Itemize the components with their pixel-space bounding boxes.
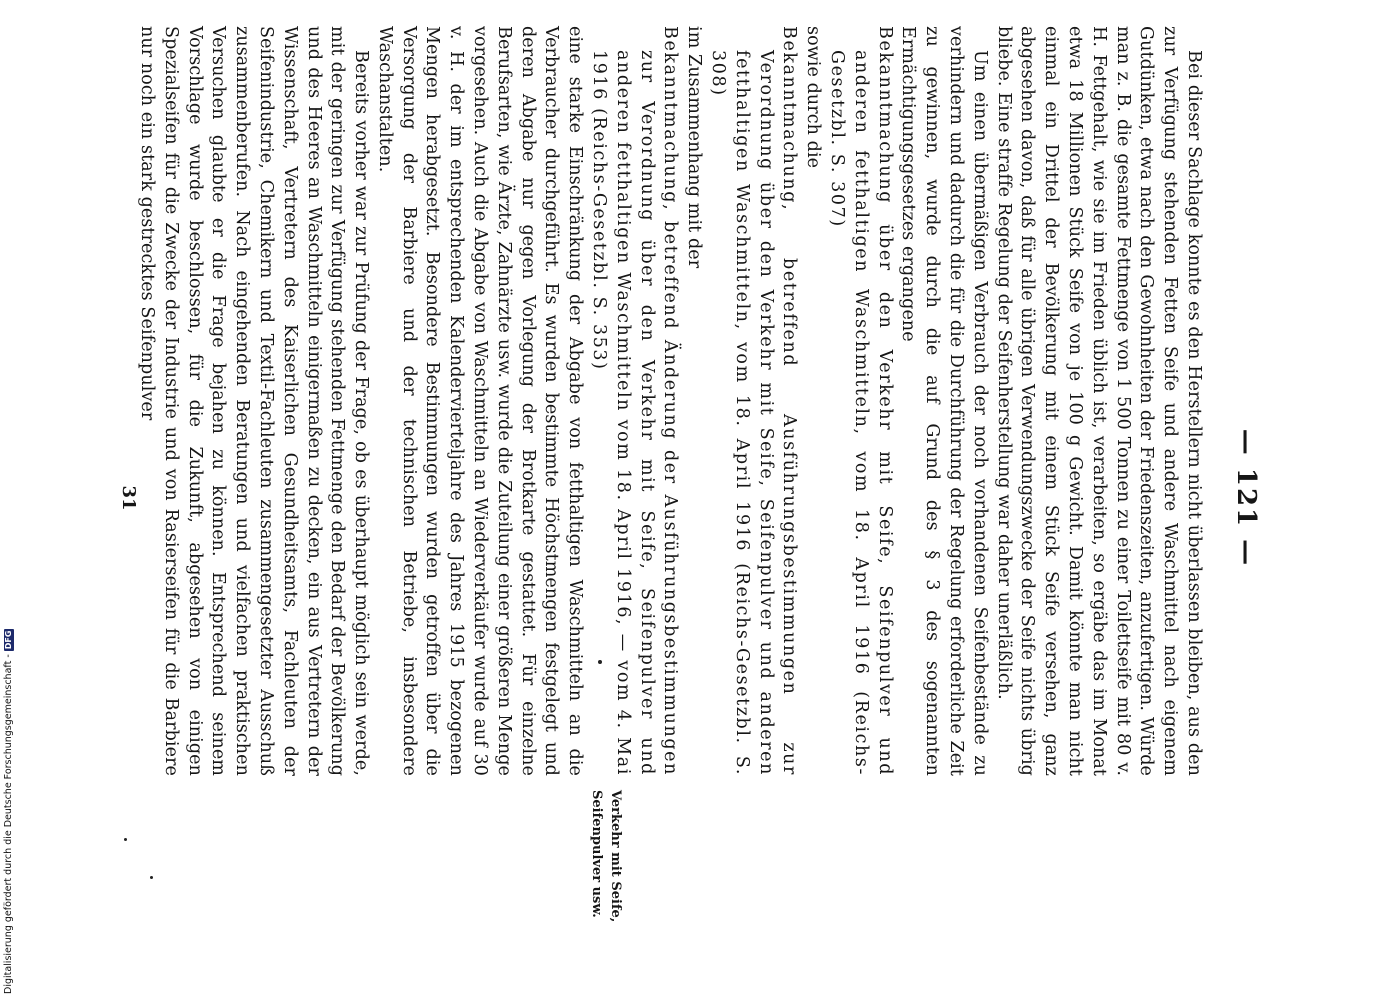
connector-zusammenhang: im Zusammenhang mit der: [684, 26, 705, 269]
footer-credit: Digitalisierung gefördert durch die Deutsche Forschungsgemeinschaft -: [3, 654, 14, 994]
paragraph-soap-situation: Bei dieser Sachlage konnte es den Herstellern nicht überlassen bleiben, aus den zur Verfügung stehenden Fetten Seife und andere Waschmittel nach eigenem Gutdünken, etwa nach den Gewohnheiten der Friedenszeiten, anzufertigen. Würde man z. B. die gesamte Fettmenge von 1 500 Tonnen zu einer Toilettseife mit 80 v. H. Fettgehalt, wie sie im Frieden üblich ist, verarbeiten, so ergäbe das im Monat etwa 18 Millionen Stück Seife von je 100 g Gewicht. Damit könnte man nicht einmal ein Drittel der Bevölkerung mit einem Stück Seife versehen, ganz abgesehen davon, daß für alle übrigen Verwendungszwecke der Seife nichts übrig bliebe. Eine straffe Regelung der Seifenherstellung war daher unerläßlich.: [993, 26, 1204, 776]
notice-implementation-rules: Bekanntmachung, betreffend Ausführungsbestimmungen zur Verordnung über den Verkehr mit Seife, Seifenpulver und anderen fetthaltigen Waschmitteln, vom 18. April 1916 (Reichs-Gesetzbl. S. 308): [708, 26, 800, 776]
connector-sowie: sowie durch die: [803, 26, 824, 169]
page-number: — 121 —: [1231, 428, 1261, 568]
paragraph-committee: Bereits vorher war zur Prüfung der Frage, ob es überhaupt möglich sein werde, mit der geringen zur Verfügung stehenden Fettmenge den Bedarf der Bevölkerung und des Heeres an Waschmitteln einigermaßen zu decken, ein aus Vertretern der Wissenschaft, Vertretern des Kaiserlichen Gesundheitsamts, Fachleuten der Seifenindustrie, Chemikern und Textil-Fachleuten zusammengesetzter Ausschuß zusammenberufen. Nach eingehenden Beratungen und vielfachen praktischen Versuchen glaubte er die Frage bejahen zu können. Entsprechend seinem Vorschlage wurde beschlossen, für die Zukunft, abgesehen von einigen Spezialseifen für die Zwecke der Industrie und von Rasierseifen für die Barbiere nur noch ein stark gestrecktes Seifenpulver: [136, 26, 372, 776]
scan-speck: [598, 660, 602, 664]
margin-note: Verkehr mit Seife, Seifenpulver usw.: [589, 790, 623, 923]
document-page: [0, 8, 1275, 988]
paragraph-restriction: eine starke Einschränkung der Abgabe von fetthaltigen Waschmitteln an die Verbraucher durchgeführt. Es wurden bestimmte Höchstmengen festgelegt und deren Abgabe nur gegen Vorlegung der Brotkarte gestattet. Für einzelne Berufsarten, wie Ärzte, Zahnärzte usw. wurde die Zuteilung einer größeren Menge vorgesehen. Auch die Abgabe von Waschmitteln an Wiederverkäufer wurde auf 30 v. H. der im entsprechenden Kalendervierteljahre des Jahres 1915 bezogenen Mengen herabgesetzt. Besondere Bestimmungen wurden getroffen über die Versorgung der Barbiere und der technischen Betriebe, insbesondere Waschanstalten.: [374, 26, 586, 776]
digitization-footer: [2, 604, 16, 994]
notice-amendment: Bekanntmachung, betreffend Änderung der Ausführungsbestimmungen zur Verordnung über den Verkehr mit Seife, Seifenpulver und anderen fetthaltigen Waschmitteln vom 18. April 1916, — vom 4. Mai 1916 (Reichs-Gesetzbl. S. 353): [589, 26, 681, 776]
scan-speck: [150, 876, 153, 879]
paragraph-excess-consumption: Um einen übermäßigen Verbrauch der noch vorhandenen Seifenbestände zu verhindern und dadurch die für die Durchführung der Regelung erforderliche Zeit zu gewinnen, wurde durch die auf Grund des § 3 des sogenannten Ermächtigungsgesetzes ergangene: [898, 26, 990, 776]
scan-speck: [124, 838, 127, 841]
footer-text: [2, 604, 16, 994]
signature-mark: 31: [118, 485, 139, 511]
dfg-logo: DFG: [3, 630, 13, 650]
notice-traffic-soap: Bekanntmachung über den Verkehr mit Seife, Seifenpulver und anderen fetthaltigen Waschmitteln, vom 18. April 1916 (Reichs-Gesetzbl. S. 307): [827, 26, 895, 776]
body-text: [134, 26, 1205, 776]
